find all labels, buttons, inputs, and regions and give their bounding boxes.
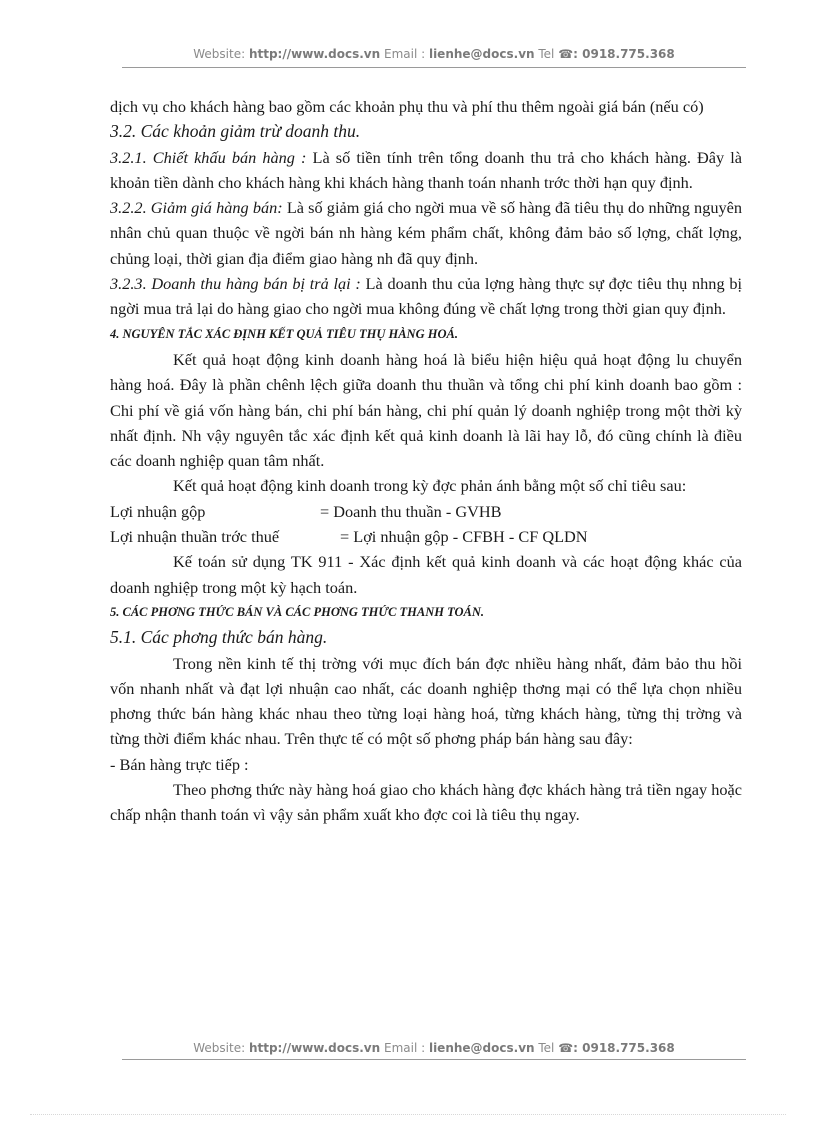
heading-5-1: 5.1. Các phơng thức bán hàng. xyxy=(110,627,328,648)
document-body xyxy=(110,94,742,828)
header-website-link[interactable]: http://www.docs.vn xyxy=(248,47,381,61)
heading-3-2: 3.2. Các khoản giảm trừ doanh thu. xyxy=(110,121,361,142)
paragraph-3-2-1 xyxy=(110,145,742,196)
header-divider xyxy=(122,67,746,68)
header-email-link[interactable]: lienhe@docs.vn xyxy=(428,47,535,61)
formula-net-profit xyxy=(110,524,742,549)
text-3-2-3: Là doanh thu của lợng hàng thực sự đợc tiêu thụ nhng bị ngời mua trả lại do hàng giao cho ngời mua không đúng về chất lợng trong thời gian quy định. xyxy=(110,274,742,319)
paragraph-4-b: Kết quả hoạt động kinh doanh trong kỳ đợc phản ánh bằng một số chỉ tiêu sau: xyxy=(173,476,687,496)
footer-website-label: Website: xyxy=(193,1041,249,1055)
paragraph-intro: dịch vụ cho khách hàng bao gồm các khoản phụ thu và phí thu thêm ngoài giá bán (nếu có) xyxy=(110,97,704,116)
footer-divider xyxy=(122,1059,746,1060)
heading-4: 4. NGUYÊN TẮC XÁC ĐỊNH KẾT QUẢ TIÊU THỤ HÀNG HOÁ. xyxy=(110,326,458,341)
formula-2-right: = Lợi nhuận gộp - CFBH - CF QLDN xyxy=(340,527,588,547)
paragraph-3-2-3 xyxy=(110,271,742,322)
header-email-label: Email : xyxy=(380,47,429,61)
paragraph-4-c: Kế toán sử dụng TK 911 - Xác định kết quả kinh doanh và các hoạt động khác của doanh nghiệp trong một kỳ hạch toán. xyxy=(110,552,742,597)
header-website-label: Website: xyxy=(193,47,249,61)
text-3-2-1: Là số tiền tính trên tổng doanh thu trả cho khách hàng. Đây là khoản tiền dành cho khách hàng khi khách hàng thanh toán nhanh trớc thời hạn quy định. xyxy=(110,147,743,192)
term-3-2-2: 3.2.2. Giảm giá hàng bán: xyxy=(110,198,283,218)
formula-2-left: Lợi nhuận thuần trớc thuế xyxy=(110,527,280,547)
paragraph-5-1-c: Theo phơng thức này hàng hoá giao cho khách hàng đợc khách hàng trả tiền ngay hoặc chấp nhận thanh toán vì vậy sản phẩm xuất kho đợc coi là tiêu thụ ngay. xyxy=(110,780,742,825)
footer-tel-label: Tel xyxy=(534,1041,559,1055)
heading-5: 5. CÁC PHƠNG THỨC BÁN VÀ CÁC PHƠNG THỨC THANH TOÁN. xyxy=(110,604,485,619)
formula-1-left: Lợi nhuận gộp xyxy=(110,501,206,521)
footer-email-label: Email : xyxy=(380,1041,429,1055)
page-bottom-dotted-line xyxy=(30,1114,786,1115)
text-3-2-2: Là số giảm giá cho ngời mua về số hàng đã tiêu thụ do những nguyên nhân chủ quan thuộc về ngời bán nh hàng kém phẩm chất, không đảm bảo số lợng, chất lợng, chủng loại, thời gian địa điểm giao hàng nh đã quy định. xyxy=(110,198,742,268)
term-3-2-1: 3.2.1. Chiết khấu bán hàng : xyxy=(110,147,307,167)
formula-gross-profit xyxy=(110,499,742,524)
paragraph-3-2-2 xyxy=(110,195,742,271)
header-phone: ☎: 0918.775.368 xyxy=(558,47,675,61)
footer-email-link[interactable]: lienhe@docs.vn xyxy=(428,1041,535,1055)
paragraph-5-1-a: Trong nền kinh tế thị trờng với mục đích bán đợc nhiều hàng nhất, đảm bảo thu hồi vốn nhanh nhất và đạt lợi nhuận cao nhất, các doanh nghiệp thơng mại có thể lựa chọn nhiều phơng thức bán hàng khác nhau theo từng loại hàng hoá, từng khách hàng, từng thị trờng và từng thời điểm khác nhau. Trên thực tế có một số phơng pháp bán hàng sau đây: xyxy=(110,653,742,749)
term-3-2-3: 3.2.3. Doanh thu hàng bán bị trả lại : xyxy=(110,274,361,294)
page-footer xyxy=(122,1041,746,1055)
footer-website-link[interactable]: http://www.docs.vn xyxy=(248,1041,381,1055)
page-header xyxy=(122,47,746,61)
paragraph-5-1-b: - Bán hàng trực tiếp : xyxy=(110,754,249,774)
paragraph-4-a: Kết quả hoạt động kinh doanh hàng hoá là biểu hiện hiệu quả hoạt động lu chuyển hàng hoá. Đây là phần chênh lệch giữa doanh thu thuần và tổng chi phí kinh doanh bao gồm : Chi phí về giá vốn hàng bán, chi phí bán hàng, chi phí quản lý doanh nghiệp trong một thời kỳ nhất định. Nh vậy nguyên tắc xác định kết quả kinh doanh là lãi hay lỗ, đó cũng chính là điều các doanh nghiệp quan tâm nhất. xyxy=(110,349,742,471)
footer-phone: ☎: 0918.775.368 xyxy=(558,1041,675,1055)
header-tel-label: Tel xyxy=(534,47,559,61)
formula-1-right: = Doanh thu thuần - GVHB xyxy=(320,501,502,521)
